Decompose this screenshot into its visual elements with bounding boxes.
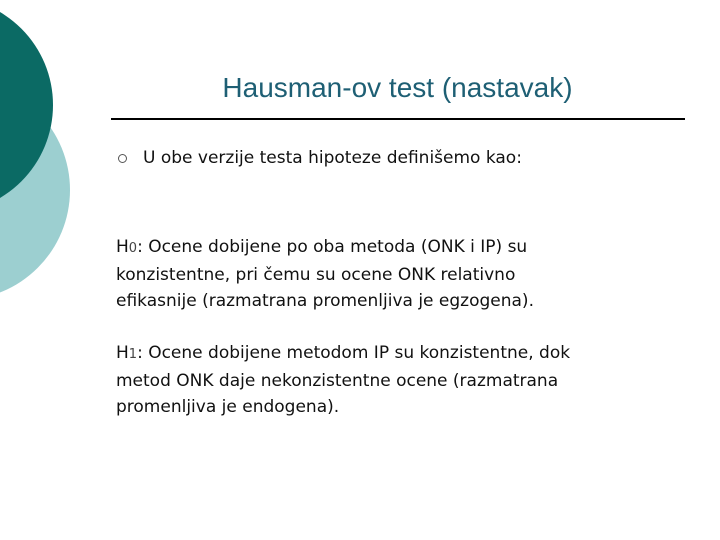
- h0-text-1: : Ocene dobijene po oba metoda (ONK i IP) su: [137, 237, 528, 257]
- slide-title: Hausman-ov test (nastavak): [222, 72, 573, 103]
- hypothesis-h1: [116, 340, 686, 420]
- h1-label: H: [116, 343, 129, 363]
- h1-line-2: metod ONK daje nekonzistentne ocene (razmatrana: [116, 371, 559, 391]
- hypothesis-h0: [116, 234, 686, 314]
- bullet-text: U obe verzije testa hipoteze definišemo kao:: [143, 148, 522, 168]
- bullet-circle-icon: [118, 154, 127, 163]
- h1-line-1: [116, 340, 686, 368]
- h0-line-3: efikasnije (razmatrana promenljiva je egzogena).: [116, 291, 534, 311]
- h1-line-3: promenljiva je endogena).: [116, 397, 340, 417]
- h1-text-1: : Ocene dobijene metodom IP su konzistentne, dok: [137, 343, 571, 363]
- h0-subscript: 0: [128, 241, 138, 256]
- h1-subscript: 1: [128, 347, 138, 362]
- bullet-item: [118, 148, 522, 168]
- h0-label: H: [116, 237, 129, 257]
- h0-line-2: konzistentne, pri čemu su ocene ONK relativno: [116, 265, 516, 285]
- decorative-circles: [0, 0, 120, 300]
- h0-line-1: [116, 234, 686, 262]
- title-divider: [111, 118, 685, 120]
